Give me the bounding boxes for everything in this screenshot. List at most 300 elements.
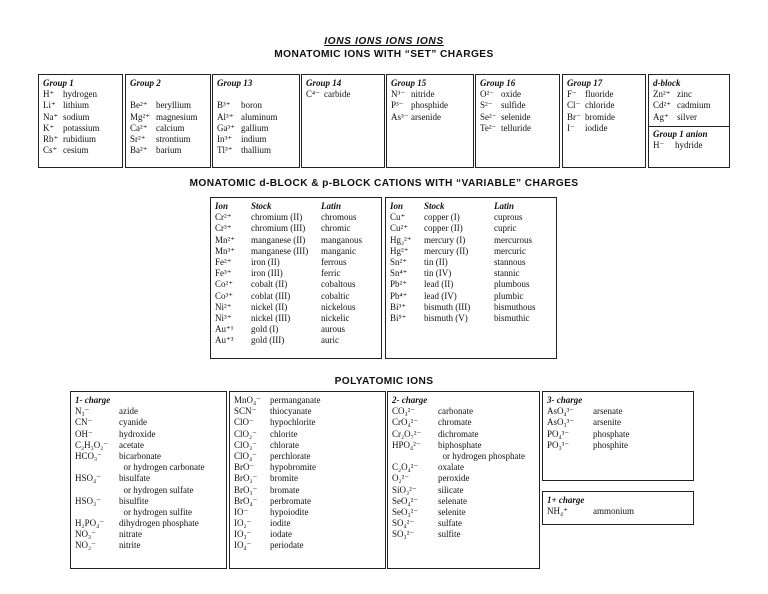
list-item <box>217 112 295 123</box>
group-17-box <box>562 74 646 168</box>
list-item <box>75 496 222 507</box>
latin-name: mercuric <box>494 245 526 256</box>
group-16-box <box>475 74 560 168</box>
list-item <box>43 100 118 111</box>
ion-formula: HSO₄⁻ <box>75 473 101 484</box>
ion-symbol: Bi⁵⁺ <box>390 312 407 323</box>
group-title: 3- charge <box>547 395 583 405</box>
ion-formula: HSO₃⁻ <box>75 495 101 506</box>
ion-name: bisulfite <box>119 495 149 506</box>
list-item <box>234 429 381 440</box>
list-item <box>234 406 381 417</box>
stock-name: lead (II) <box>424 279 454 290</box>
ion-name: cadmium <box>677 100 711 111</box>
page-title: IONS IONS IONS IONS <box>324 36 444 47</box>
list-item <box>43 89 118 100</box>
column-header: Stock <box>251 201 272 211</box>
ion-name: chlorate <box>270 439 299 450</box>
ion-formula: ClO⁻ <box>234 417 254 428</box>
ion-symbol: I⁻ <box>567 122 575 133</box>
ion-name: silver <box>677 111 697 122</box>
ion-name: hydroxide <box>119 428 156 439</box>
ion-name: sulfite <box>438 529 461 540</box>
column-header: Latin <box>494 201 515 211</box>
list-item <box>217 145 295 156</box>
ion-formula: Cr₂O₇²⁻ <box>392 428 422 439</box>
ion-formula: H₂PO₄⁻ <box>75 518 105 529</box>
latin-name: chromous <box>321 212 357 223</box>
ion-name: selenate <box>438 495 467 506</box>
ion-symbol: Mn³⁺ <box>215 245 235 256</box>
ion-name: gallium <box>241 122 269 133</box>
ion-symbol: Ag⁺ <box>653 111 669 122</box>
ion-formula: HCO₃⁻ <box>75 450 102 461</box>
stock-name: gold (I) <box>251 324 279 335</box>
ion-symbol: Fe³⁺ <box>215 268 232 279</box>
list-item <box>547 406 689 417</box>
ion-symbol: Cl⁻ <box>567 100 581 111</box>
minus2-box <box>387 391 540 569</box>
ion-formula <box>75 507 119 518</box>
ion-name: hydride <box>675 139 703 150</box>
latin-name: bismuthous <box>494 301 536 312</box>
stock-name: nickel (II) <box>251 301 288 312</box>
ion-formula: CO₃²⁻ <box>392 406 416 417</box>
ion-name: zinc <box>677 89 692 100</box>
list-item <box>217 100 295 111</box>
ion-name: chromate <box>438 417 472 428</box>
list-item <box>234 485 381 496</box>
ion-formula: AsO₃³⁻ <box>547 417 575 428</box>
ion-symbol: H⁺ <box>43 89 55 100</box>
ion-name: bicarbonate <box>119 450 161 461</box>
ion-formula: NO₃⁻ <box>75 529 96 540</box>
ion-name: thiocyanate <box>270 406 312 417</box>
ion-symbol: Au⁺³ <box>215 335 234 346</box>
ion-formula: AsO₄³⁻ <box>547 406 575 417</box>
minus1b-box <box>229 391 386 569</box>
list-item <box>130 134 206 145</box>
group-title: 1+ charge <box>547 495 585 505</box>
ion-name: indium <box>241 133 267 144</box>
ion-name: fluoride <box>585 89 614 100</box>
ion-symbol: Bi³⁺ <box>390 301 406 312</box>
ion-symbol: In³⁺ <box>217 133 232 144</box>
ion-name: peroxide <box>438 473 470 484</box>
list-item <box>653 112 725 123</box>
ion-name: phosphide <box>411 100 448 111</box>
stock-name: copper (II) <box>424 223 463 234</box>
ion-name: carbide <box>324 89 351 100</box>
stock-name: iron (III) <box>251 268 283 279</box>
ion-name: dichromate <box>438 428 479 439</box>
list-item <box>234 507 381 518</box>
ion-name: iodite <box>270 518 291 529</box>
list-item <box>75 462 222 473</box>
list-item <box>130 112 206 123</box>
ion-symbol: P³⁻ <box>391 100 404 111</box>
ion-name: chlorite <box>270 428 298 439</box>
ion-symbol: Hg²⁺ <box>390 245 409 256</box>
list-item <box>392 518 535 529</box>
ion-name: phosphite <box>593 439 628 450</box>
stock-name: coblat (III) <box>251 290 291 301</box>
ion-name: bisulfate <box>119 473 150 484</box>
list-item <box>75 473 222 484</box>
stock-name: bismuth (V) <box>424 312 468 323</box>
ion-symbol: Cu²⁺ <box>390 223 408 234</box>
list-item <box>75 518 222 529</box>
stock-name: mercury (I) <box>424 234 466 245</box>
ion-symbol: Fe²⁺ <box>215 256 232 267</box>
ion-formula: ClO₄⁻ <box>234 450 257 461</box>
ion-formula: NO₂⁻ <box>75 540 96 551</box>
list-item <box>392 507 535 518</box>
ion-symbol: Cr³⁺ <box>215 223 232 234</box>
ion-name: hypochlorite <box>270 417 316 428</box>
latin-name: aurous <box>321 324 345 335</box>
ion-formula: SCN⁻ <box>234 406 257 417</box>
ion-formula: IO₃⁻ <box>234 529 252 540</box>
ion-symbol <box>217 89 241 100</box>
ion-symbol: Cr²⁺ <box>215 212 232 223</box>
ion-formula: IO⁻ <box>234 506 249 517</box>
list-item <box>130 145 206 156</box>
list-item <box>567 123 641 134</box>
ion-symbol: Al³⁺ <box>217 111 234 122</box>
list-item <box>234 395 381 406</box>
list-item <box>653 140 725 151</box>
ion-name: strontium <box>156 133 191 144</box>
ion-formula: SO₄²⁻ <box>392 518 415 529</box>
group-title: Group 14 <box>306 78 342 88</box>
ion-name: azide <box>119 406 138 417</box>
ion-name: silicate <box>438 484 464 495</box>
list-item <box>480 89 555 100</box>
list-item <box>547 440 689 451</box>
list-item <box>306 89 380 100</box>
list-item <box>75 406 222 417</box>
ion-name: arsenate <box>593 406 623 417</box>
ion-symbol: F⁻ <box>567 89 577 100</box>
list-item <box>234 496 381 507</box>
ion-name: permanganate <box>270 395 321 405</box>
ion-symbol: Mn²⁺ <box>215 234 235 245</box>
latin-name: bismuthic <box>494 312 530 323</box>
ion-name: aluminum <box>241 111 278 122</box>
stock-name: manganese (III) <box>251 245 309 256</box>
list-item <box>392 462 535 473</box>
ion-name: selenide <box>501 111 531 122</box>
list-item <box>130 123 206 134</box>
column-header: Latin <box>321 201 342 211</box>
group-title: Group 1 anion <box>653 128 708 139</box>
ion-symbol: Rb⁺ <box>43 133 59 144</box>
ion-symbol: Pb⁴⁺ <box>390 290 408 301</box>
ion-name: dihydrogen phosphate <box>119 518 199 529</box>
polyatomic-heading: POLYATOMIC IONS <box>334 376 434 387</box>
list-item <box>75 529 222 540</box>
list-item <box>391 89 469 100</box>
ion-symbol: Sr²⁺ <box>130 133 146 144</box>
ion-symbol: Br⁻ <box>567 111 581 122</box>
ion-name: selenite <box>438 506 466 517</box>
ion-symbol: Te²⁻ <box>480 122 497 133</box>
ion-formula: ClO₂⁻ <box>234 428 257 439</box>
list-item <box>234 540 381 551</box>
ion-name: calcium <box>156 122 185 133</box>
list-item <box>75 507 222 518</box>
list-item <box>392 440 535 451</box>
group-title: Group 16 <box>480 78 516 88</box>
ion-formula: CN⁻ <box>75 417 93 428</box>
stock-name: cobalt (II) <box>251 279 288 290</box>
list-item <box>480 100 555 111</box>
ion-name: carbonate <box>438 406 473 417</box>
ion-formula: BrO₂⁻ <box>234 473 258 484</box>
ion-symbol: Ni³⁺ <box>215 312 232 323</box>
ion-name: thallium <box>241 145 271 156</box>
minus3-box <box>542 391 694 481</box>
list-item <box>547 429 689 440</box>
ion-name: biphosphate <box>438 439 482 450</box>
group-1-box <box>38 74 123 168</box>
ion-name: oxide <box>501 89 521 100</box>
list-item <box>43 134 118 145</box>
ion-symbol: Ca²⁺ <box>130 122 148 133</box>
ion-symbol <box>130 89 156 100</box>
list-item <box>391 100 469 111</box>
ion-name: sodium <box>63 111 90 122</box>
ion-name: nitrite <box>119 540 141 551</box>
group-title: 2- charge <box>392 395 428 405</box>
ion-formula: IO₂⁻ <box>234 518 252 529</box>
stock-name: tin (II) <box>424 256 448 267</box>
ion-name: beryllium <box>156 100 191 111</box>
ion-formula: N₃⁻ <box>75 406 90 417</box>
stock-name: copper (I) <box>424 212 460 223</box>
ion-symbol: As³⁻ <box>391 111 409 122</box>
ion-name: barium <box>156 145 182 156</box>
ion-name: iodide <box>585 122 608 133</box>
ion-name: ammonium <box>593 506 634 517</box>
column-header: Ion <box>215 201 229 211</box>
ion-name: hypoiodite <box>270 506 309 517</box>
list-item <box>392 451 535 462</box>
list-item <box>547 506 689 517</box>
ion-formula: PO₃³⁻ <box>547 439 570 450</box>
ion-symbol: Cd²⁺ <box>653 100 671 111</box>
latin-name: cobaltous <box>321 279 356 290</box>
stock-name: tin (IV) <box>424 268 452 279</box>
latin-name: mercurous <box>494 234 532 245</box>
list-item <box>75 440 222 451</box>
ion-formula <box>75 485 119 496</box>
list-item <box>75 417 222 428</box>
ion-formula: HPO₄²⁻ <box>392 439 421 450</box>
ion-formula: BrO₄⁻ <box>234 495 258 506</box>
list-item <box>234 473 381 484</box>
ion-name: lithium <box>63 100 90 111</box>
ion-name: sulfide <box>501 100 526 111</box>
list-item <box>234 440 381 451</box>
latin-name: chromic <box>321 223 351 234</box>
minus1-box <box>70 391 227 569</box>
latin-name: manganic <box>321 245 356 256</box>
ion-name: perchlorate <box>270 450 311 461</box>
list-item <box>217 134 295 145</box>
list-item <box>234 451 381 462</box>
list-item <box>234 518 381 529</box>
ion-formula: SeO₄²⁻ <box>392 495 419 506</box>
list-item <box>43 145 118 156</box>
column-header: Ion <box>390 201 404 211</box>
ion-symbol: Sn²⁺ <box>390 256 407 267</box>
group-title: 1- charge <box>75 395 111 405</box>
ion-name: potassium <box>63 122 100 133</box>
ion-symbol: Ga³⁺ <box>217 122 235 133</box>
list-item <box>391 112 469 123</box>
ion-symbol: Mg²⁺ <box>130 111 150 122</box>
ion-name: magnesium <box>156 111 198 122</box>
ion-name: oxalate <box>438 462 464 473</box>
ion-formula: IO₄⁻ <box>234 540 252 551</box>
ion-formula: CrO₄²⁻ <box>392 417 419 428</box>
latin-name: auric <box>321 335 339 346</box>
ion-name: or hydrogen carbonate <box>119 462 205 473</box>
stock-name: manganese (II) <box>251 234 306 245</box>
latin-name: plumbic <box>494 290 524 301</box>
list-item <box>392 429 535 440</box>
ion-formula <box>75 462 119 473</box>
ion-name: cesium <box>63 145 89 156</box>
latin-name: ferric <box>321 268 341 279</box>
ion-symbol: Pb²⁺ <box>390 279 407 290</box>
group-13-box <box>212 74 300 168</box>
ion-symbol: N³⁻ <box>391 89 405 100</box>
list-item <box>392 473 535 484</box>
group-title: Group 15 <box>391 78 427 88</box>
variable-right-box <box>385 197 557 359</box>
list-item <box>392 529 535 540</box>
group-title: Group 17 <box>567 78 603 88</box>
list-item <box>480 123 555 134</box>
latin-name: manganous <box>321 234 362 245</box>
stock-name: gold (III) <box>251 335 285 346</box>
stock-name: mercury (II) <box>424 245 469 256</box>
ion-symbol: Ni²⁺ <box>215 301 232 312</box>
latin-name: cupric <box>494 223 517 234</box>
ion-name: chloride <box>585 100 615 111</box>
ion-symbol: Zn²⁺ <box>653 89 671 100</box>
list-item <box>567 100 641 111</box>
ion-symbol: S²⁻ <box>480 100 493 111</box>
ion-formula: OH⁻ <box>75 428 93 439</box>
list-item <box>75 451 222 462</box>
list-item <box>392 496 535 507</box>
ion-symbol: C⁴⁻ <box>306 89 320 100</box>
group-title: Group 2 <box>130 78 161 88</box>
list-item <box>43 123 118 134</box>
ion-name: cyanide <box>119 417 147 428</box>
list-item <box>653 100 725 111</box>
latin-name: ferrous <box>321 256 347 267</box>
ion-symbol: Ba²⁺ <box>130 145 148 156</box>
list-item <box>392 417 535 428</box>
group-15-box <box>386 74 474 168</box>
divider <box>649 126 729 127</box>
ion-symbol: Co²⁺ <box>215 279 233 290</box>
ion-formula: C₂H₃O₂⁻ <box>75 439 109 450</box>
group-title: d-block <box>653 78 681 88</box>
ion-name: bromate <box>270 484 300 495</box>
latin-name: cuprous <box>494 212 523 223</box>
group-2-box <box>125 74 211 168</box>
latin-name: nickelous <box>321 301 356 312</box>
latin-name: stannic <box>494 268 520 279</box>
ion-formula: C₂O₄²⁻ <box>392 462 419 473</box>
stock-name: chromium (III) <box>251 223 306 234</box>
list-item <box>234 462 381 473</box>
ion-formula: NH₄⁺ <box>547 506 568 517</box>
ion-name: arsenide <box>411 111 441 122</box>
variable-charges-heading: MONATOMIC d-BLOCK & p-BLOCK CATIONS WITH “VARIABLE” CHARGES <box>189 178 579 189</box>
ion-symbol: B³⁺ <box>217 100 231 111</box>
ion-formula <box>392 451 438 462</box>
ion-name: or hydrogen phosphate <box>438 450 525 461</box>
ion-formula: BrO⁻ <box>234 462 255 473</box>
list-item <box>130 89 206 100</box>
ion-symbol: H⁻ <box>653 139 665 150</box>
list-item <box>43 112 118 123</box>
ion-formula: PO₄³⁻ <box>547 428 570 439</box>
ion-name: nitride <box>411 89 435 100</box>
ion-formula: SiO₃²⁻ <box>392 484 417 495</box>
group-14-box <box>301 74 385 168</box>
ion-formula: ClO₃⁻ <box>234 439 257 450</box>
ion-symbol: Cs⁺ <box>43 145 58 156</box>
list-item <box>75 540 222 551</box>
ion-symbol: Se²⁻ <box>480 111 497 122</box>
ion-name: boron <box>241 100 262 111</box>
ion-name: hypobromite <box>270 462 316 473</box>
ion-formula: MnO₄⁻ <box>234 395 261 405</box>
ion-symbol: Tl³⁺ <box>217 145 233 156</box>
group-title: Group 1 <box>43 78 74 88</box>
list-item <box>75 429 222 440</box>
ion-name: bromide <box>585 111 615 122</box>
ion-symbol: Li⁺ <box>43 100 56 111</box>
list-item <box>480 112 555 123</box>
ion-name: bromite <box>270 473 298 484</box>
latin-name: nickelic <box>321 312 350 323</box>
stock-name: chromium (II) <box>251 212 303 223</box>
ion-symbol: Co³⁺ <box>215 290 233 301</box>
list-item <box>234 417 381 428</box>
ion-name: hydrogen <box>63 89 97 100</box>
ion-name: arsenite <box>593 417 621 428</box>
plus1-box <box>542 491 694 525</box>
ion-name: sulfate <box>438 518 462 529</box>
set-charges-heading: MONATOMIC IONS WITH “SET” CHARGES <box>274 49 494 60</box>
list-item <box>130 100 206 111</box>
ion-name: phosphate <box>593 428 630 439</box>
stock-name: nickel (III) <box>251 312 291 323</box>
ion-symbol: K⁺ <box>43 122 55 133</box>
ion-symbol: Hg₂²⁺ <box>390 234 412 245</box>
ion-name: iodate <box>270 529 292 540</box>
group-title: Group 13 <box>217 78 253 88</box>
